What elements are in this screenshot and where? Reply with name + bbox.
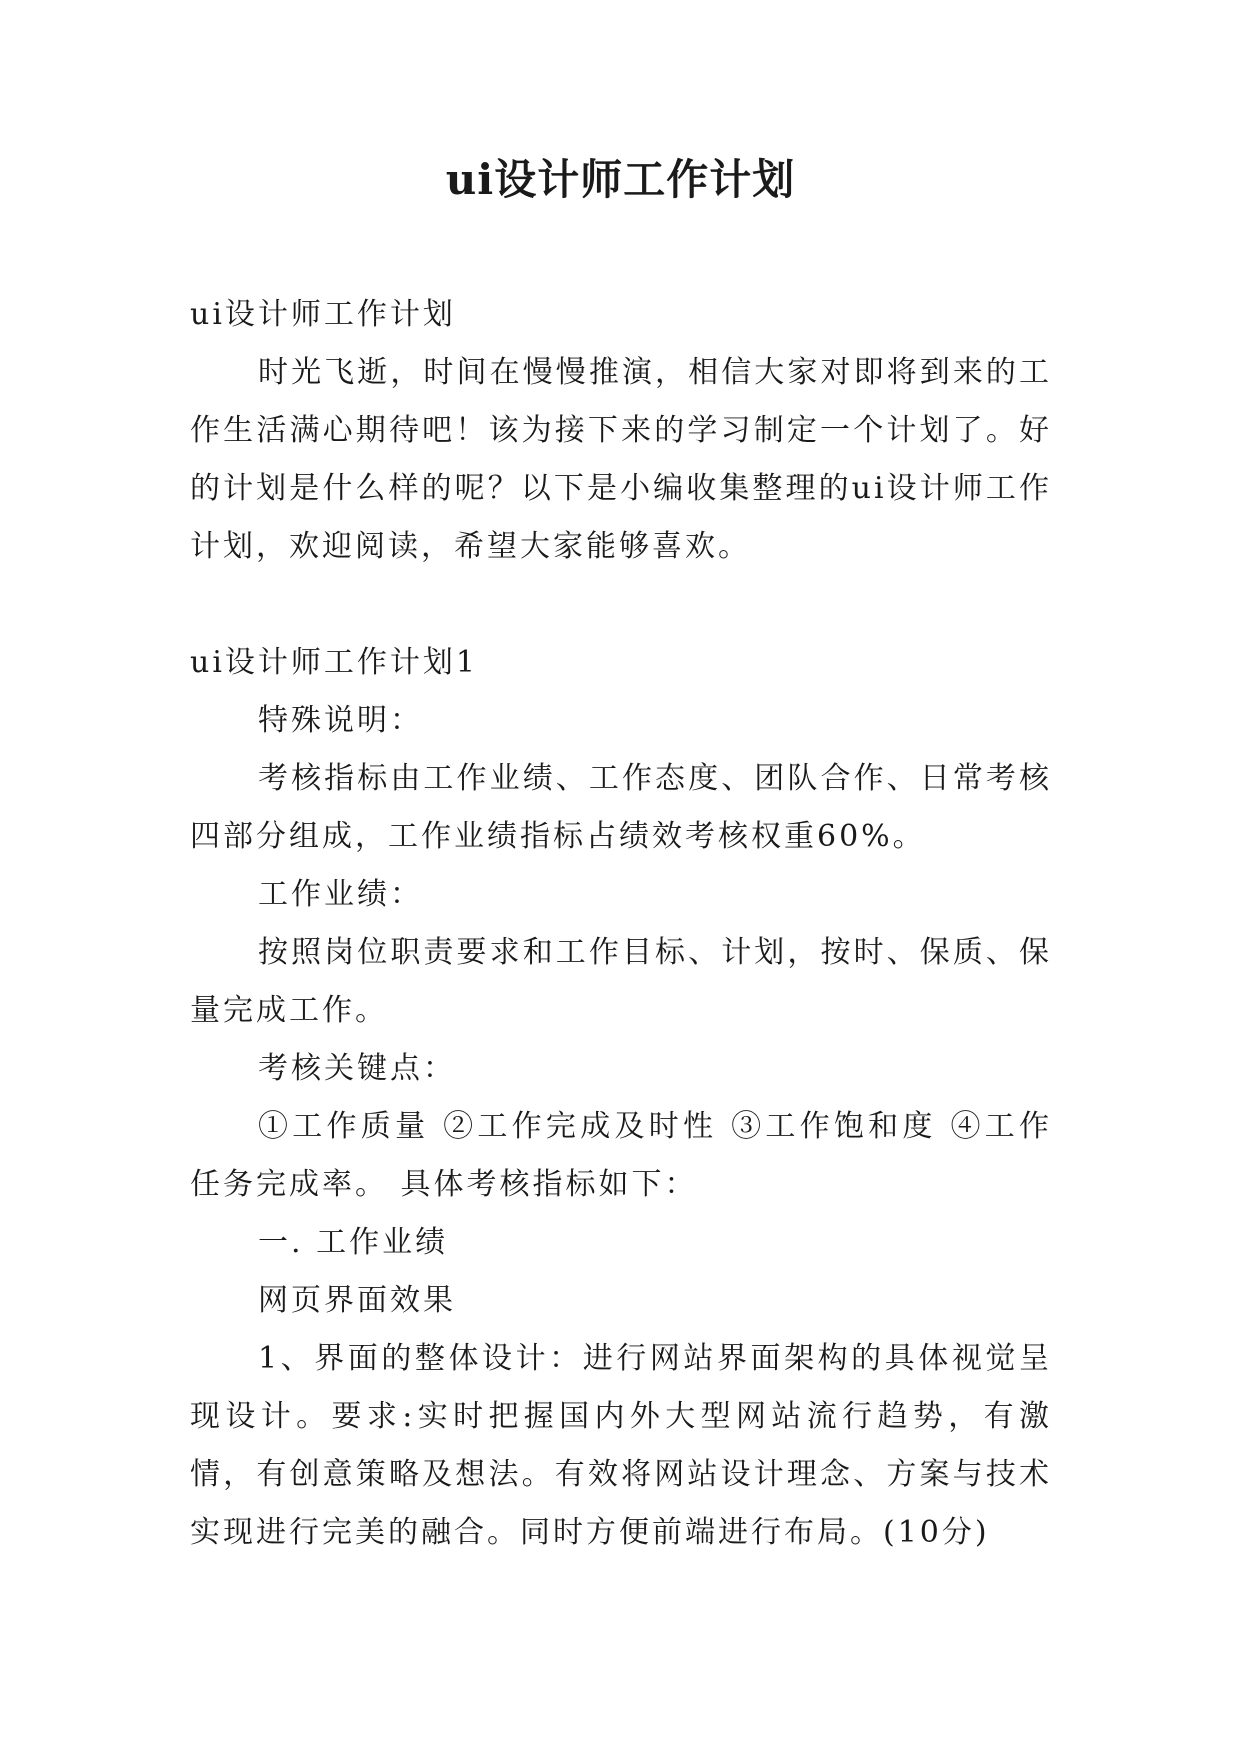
section-heading: ui设计师工作计划1	[190, 645, 479, 680]
paragraph: ①工作质量 ②工作完成及时性 ③工作饱和度 ④工作任务完成率。 具体考核指标如下：	[190, 1109, 1052, 1202]
paragraph-spacer	[190, 576, 1052, 634]
section-heading: ui设计师工作计划	[190, 297, 456, 332]
paragraph: 特殊说明：	[258, 703, 423, 738]
paragraph: 一. 工作业绩	[258, 1225, 449, 1260]
paragraph: 网页界面效果	[258, 1283, 456, 1318]
intro-paragraph: 时光飞逝，时间在慢慢推演，相信大家对即将到来的工作生活满心期待吧！该为接下来的学习制定一个计划了。好的计划是什么样的呢？以下是小编收集整理的ui设计师工作计划，欢迎阅读，希望大家能够喜欢。	[190, 355, 1052, 564]
document-body	[190, 286, 1052, 1562]
paragraph: 考核指标由工作业绩、工作态度、团队合作、日常考核四部分组成，工作业绩指标占绩效考核权重60%。	[190, 761, 1052, 854]
page-title: ui设计师工作计划	[445, 155, 796, 204]
paragraph: 1、界面的整体设计：进行网站界面架构的具体视觉呈现设计。要求:实时把握国内外大型网站流行趋势，有激情，有创意策略及想法。有效将网站设计理念、方案与技术实现进行完美的融合。同时方便前端进行布局。(10分)	[190, 1341, 1052, 1550]
paragraph: 按照岗位职责要求和工作目标、计划，按时、保质、保量完成工作。	[190, 935, 1052, 1028]
paragraph: 工作业绩：	[258, 877, 423, 912]
paragraph: 考核关键点：	[258, 1051, 456, 1086]
